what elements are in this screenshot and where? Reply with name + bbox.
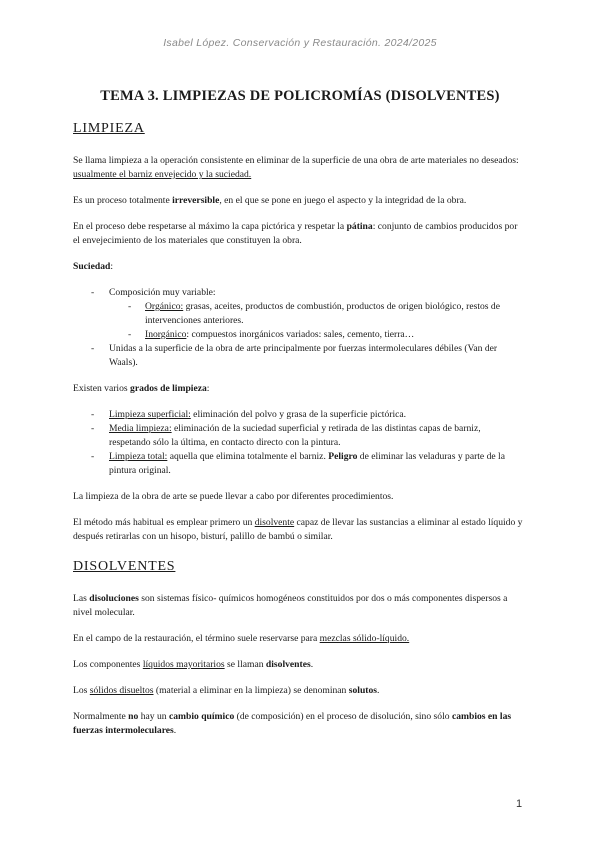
paragraph: Se llama limpieza a la operación consistente en eliminar de la superficie de una obra de arte materiales no deseados: usualmente el barniz envejecido y la suciedad. <box>73 155 519 180</box>
grados-list <box>73 408 523 478</box>
page-title: TEMA 3. LIMPIEZAS DE POLICROMÍAS (DISOLVENTES) <box>100 88 500 104</box>
running-header: Isabel López. Conservación y Restauración. 2024/2025 <box>163 37 437 49</box>
paragraph: Normalmente no hay un cambio químico (de composición) en el proceso de disolución, sino sólo cambios en las fuerzas intermoleculares. <box>73 711 512 736</box>
page-number: 1 <box>516 798 523 810</box>
list-item: - Media limpieza: eliminación de la suciedad superficial y retirada de las distintas capas de barniz, respetando sólo la última, en contacto directo con la pintura. <box>73 422 523 450</box>
list-item: - Composición muy variable: - Orgánico: grasas, aceites, productos de combustión, productos de origen biológico, restos de intervenciones anteriores. - Inorgánico: compuestos inorgánicos variados: sales, cemento, tierra… <box>73 286 523 342</box>
paragraph: En el campo de la restauración, el término suele reservarse para mezclas sólido-líquido. <box>73 633 410 644</box>
paragraph: Las disoluciones son sistemas físico- químicos homogéneos constituidos por dos o más componentes dispersos a nivel molecular. <box>73 593 508 618</box>
list-item: - Inorgánico: compuestos inorgánicos variados: sales, cemento, tierra… <box>109 328 523 342</box>
suciedad-list <box>73 286 523 370</box>
paragraph: Es un proceso totalmente irreversible, en el que se pone en juego el aspecto y la integridad de la obra. <box>73 195 467 206</box>
document-body <box>73 120 523 750</box>
paragraph: Los sólidos disueltos (material a eliminar en la limpieza) se denominan solutos. <box>73 685 380 696</box>
list-item: - Orgánico: grasas, aceites, productos de combustión, productos de origen biológico, restos de intervenciones anteriores. <box>109 300 523 328</box>
list-item: - Limpieza total: aquella que elimina totalmente el barniz. Peligro de eliminar las veladuras y parte de la pintura original. <box>73 450 523 478</box>
list-item: - Unidas a la superficie de la obra de arte principalmente por fuerzas intermoleculares débiles (Van der Waals). <box>73 342 523 370</box>
paragraph: En el proceso debe respetarse al máximo la capa pictórica y respetar la pátina: conjunto de cambios producidos por el envejecimiento de los materiales que constituyen la obra. <box>73 221 518 246</box>
section-heading-disolventes: DISOLVENTES <box>73 559 176 574</box>
list-item: - Limpieza superficial: eliminación del polvo y grasa de la superficie pictórica. <box>73 408 523 422</box>
paragraph: Existen varios grados de limpieza: <box>73 383 210 394</box>
paragraph: El método más habitual es emplear primero un disolvente capaz de llevar las sustancias a eliminar al estado líquido y después retirarlas con un hisopo, bisturí, palillo de bambú o similar. <box>73 517 523 542</box>
paragraph: Los componentes líquidos mayoritarios se llaman disolventes. <box>73 659 314 670</box>
paragraph-suciedad: Suciedad: <box>73 261 113 272</box>
paragraph: La limpieza de la obra de arte se puede llevar a cabo por diferentes procedimientos. <box>73 491 394 502</box>
section-heading-limpieza: LIMPIEZA <box>73 121 145 136</box>
composicion-sublist <box>109 300 523 342</box>
